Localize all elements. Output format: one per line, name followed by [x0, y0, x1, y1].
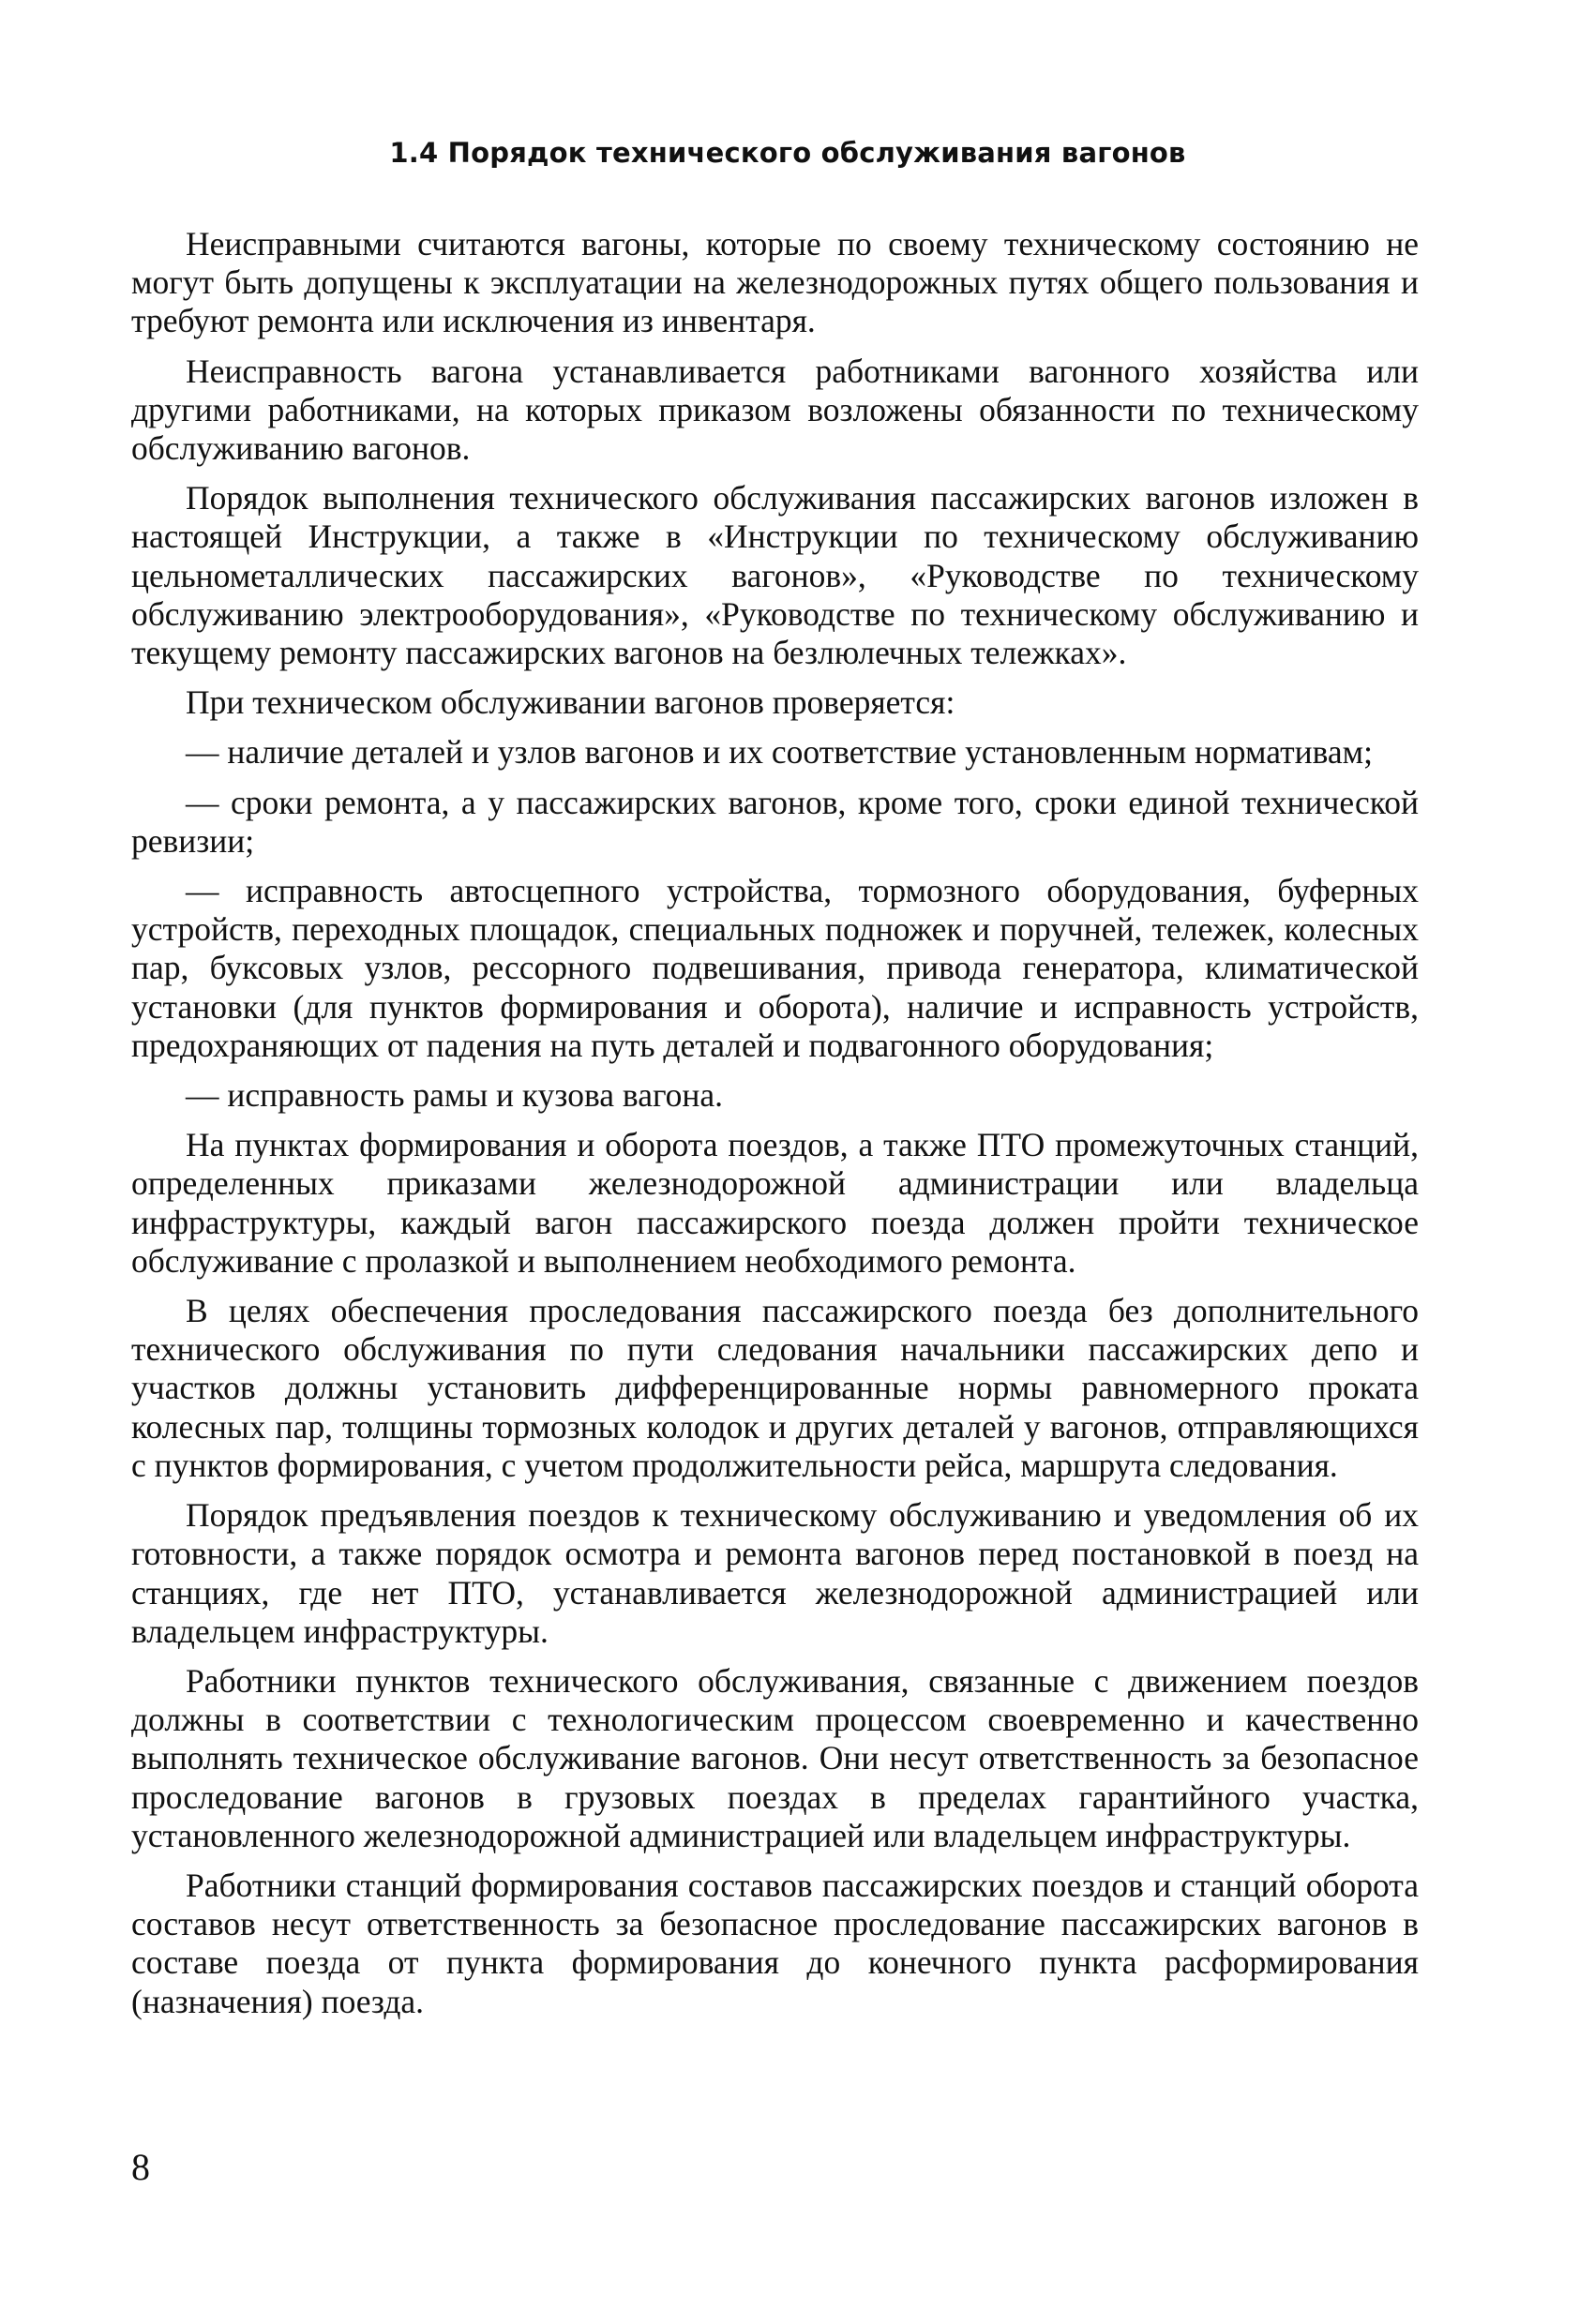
paragraph: Порядок предъявления поездов к техническому обслуживанию и уведомления об их готовности, а также порядок осмотра и ремонта вагонов перед постановкой в поезд на станциях, где нет ПТО, устанавливается железнодорожной администрацией или владельцем инфраструктуры.	[131, 1496, 1419, 1650]
paragraph: Работники пунктов технического обслуживания, связанные с движением поездов должны в соответствии с технологическим процессом своевременно и качественно выполнять техническое обслуживание вагонов. Они несут ответственность за безопасное проследование вагонов в грузовых поездах в пределах гарантийного участка, установленного железнодорожной администрацией или владельцем инфраструктуры.	[131, 1661, 1419, 1854]
paragraph: На пунктах формирования и оборота поездов, а также ПТО промежуточных станций, определенных приказами железнодорожной администрации или владельца инфраструктуры, каждый вагон пассажирского поезда должен пройти техническое обслуживание с пролазкой и выполнением необходимого ремонта.	[131, 1126, 1419, 1280]
paragraph: Неисправность вагона устанавливается работниками вагонного хозяйства или другими работниками, на которых приказом возложены обязанности по техническому обслуживанию вагонов.	[131, 352, 1419, 468]
list-item: — исправность рамы и кузова вагона.	[186, 1076, 724, 1115]
paragraph: При техническом обслуживании вагонов проверяется:	[186, 683, 955, 722]
section-body	[131, 225, 1419, 2032]
section-heading: 1.4 Порядок технического обслуживания вагонов	[389, 137, 1186, 169]
page-number: 8	[131, 2146, 150, 2188]
paragraph: В целях обеспечения проследования пассажирского поезда без дополнительного технического обслуживания по пути следования начальники пассажирских депо и участков должны установить дифференцированные нормы равномерного проката колесных пар, толщины тормозных колодок и других деталей у вагонов, отправляющихся с пунктов формирования, с учетом продолжительности рейса, маршрута следования.	[131, 1292, 1419, 1484]
paragraph: Порядок выполнения технического обслуживания пассажирских вагонов изложен в настоящей Инструкции, а также в «Инструкции по техническому обслуживанию цельнометаллических пассажирских вагонов», «Руководстве по техническому обслуживанию электрооборудования», «Руководстве по техническому обслуживанию и текущему ремонту пассажирских вагонов на безлюлечных тележках».	[131, 479, 1419, 672]
list-item: — сроки ремонта, а у пассажирских вагонов, кроме того, сроки единой технической ревизии;	[131, 783, 1419, 860]
list-item: — исправность автосцепного устройства, тормозного оборудования, буферных устройств, переходных площадок, специальных подножек и поручней, тележек, колесных пар, буксовых узлов, рессорного подвешивания, привода генератора, климатической установки (для пунктов формирования и оборота), наличие и исправность устройств, предохраняющих от падения на путь деталей и подвагонного оборудования;	[131, 872, 1419, 1064]
paragraph: Неисправными считаются вагоны, которые по своему техническому состоянию не могут быть допущены к эксплуатации на железнодорожных путях общего пользования и требуют ремонта или исключения из инвентаря.	[131, 225, 1419, 340]
list-item: — наличие деталей и узлов вагонов и их соответствие установленным нормативам;	[186, 733, 1373, 772]
paragraph: Работники станций формирования составов пассажирских поездов и станций оборота составов несут ответственность за безопасное проследование пассажирских вагонов в составе поезда от пункта формирования до конечного пункта расформирования (назначения) поезда.	[131, 1866, 1419, 2020]
